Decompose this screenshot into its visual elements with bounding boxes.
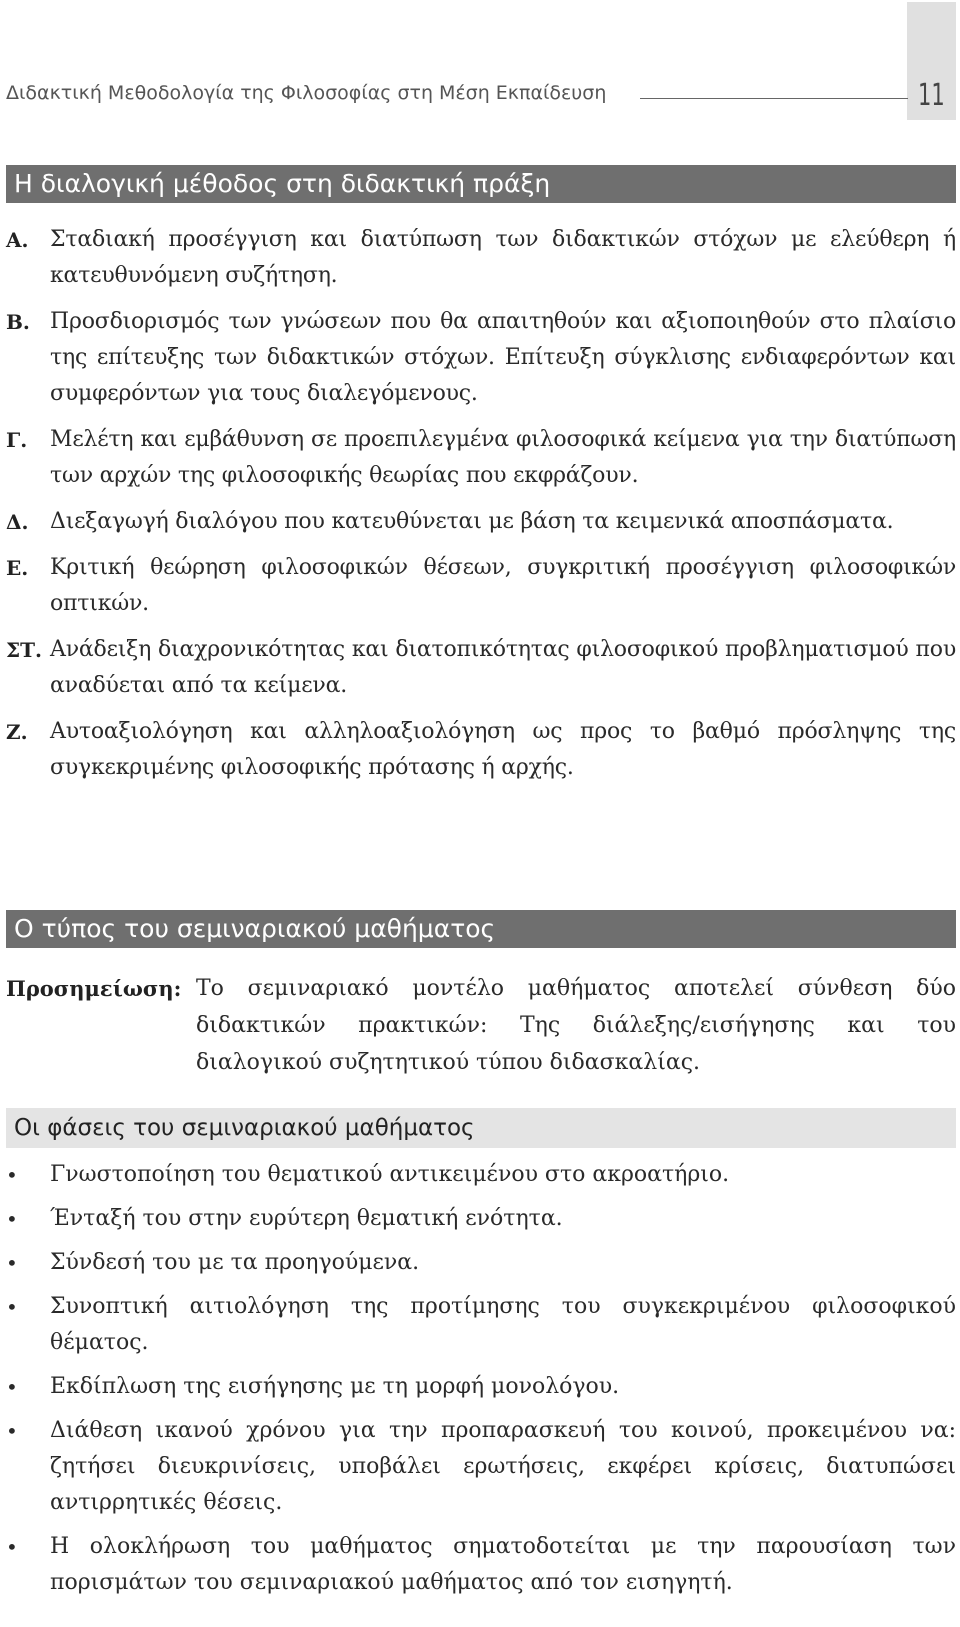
item-text: Διεξαγωγή διαλόγου που κατευθύνεται με βάση τα κειμενικά αποσπάσματα. <box>50 509 894 534</box>
list-item <box>6 1157 956 1193</box>
section-title-seminar-type: Ο τύπος του σεμιναριακού μαθήματος <box>6 910 956 948</box>
bullet-icon: • <box>6 1535 18 1559</box>
list-item <box>6 1529 956 1601</box>
bullet-icon: • <box>6 1375 18 1399</box>
note-text: Το σεμιναριακό μοντέλο μαθήματος αποτελεί σύνθεση δύο διδακτικών πρακτικών: Της διάλεξης/εισήγησης και του διαλογικού συζητητικού τύπου διδασκαλίας. <box>196 976 956 1075</box>
list-item <box>6 1289 956 1361</box>
list-item <box>6 632 956 704</box>
list-item <box>6 1245 956 1281</box>
list-item <box>6 422 956 494</box>
bullet-icon: • <box>6 1295 18 1319</box>
item-text: Ανάδειξη διαχρονικότητας και διατοπικότητας φιλοσοφικού προβληματισμού που αναδύεται από τα κείμενα. <box>50 637 956 698</box>
bullet-text: Σύνδεσή του με τα προηγούμενα. <box>50 1250 420 1275</box>
header-rule <box>640 98 908 99</box>
list-item <box>6 222 956 294</box>
list-item <box>6 304 956 412</box>
bullet-icon: • <box>6 1207 18 1231</box>
bullet-text: Διάθεση ικανού χρόνου για την προπαρασκευή του κοινού, προκειμένου να: ζητήσει διευκρινίσεις, υποβάλει ερωτήσεις, εκφέρει κρίσεις, διατυπώσει αντιρρητικές θέσεις. <box>50 1418 956 1515</box>
item-text: Σταδιακή προσέγγιση και διατύπωση των διδακτικών στόχων με ελεύθερη ή κατευθυνόμενη συζήτηση. <box>50 227 956 288</box>
bullet-icon: • <box>6 1163 18 1187</box>
note-label: Προσημείωση: <box>6 976 182 1001</box>
list-item <box>6 714 956 786</box>
item-text: Κριτική θεώρηση φιλοσοφικών θέσεων, συγκριτική προσέγγιση φιλοσοφικών οπτικών. <box>50 555 956 616</box>
subsection-title-seminar-phases: Οι φάσεις του σεμιναριακού μαθήματος <box>6 1108 956 1148</box>
item-label: Ε. <box>6 556 29 580</box>
list-item <box>6 550 956 622</box>
dialogic-steps-list <box>6 222 956 796</box>
list-item <box>6 504 956 540</box>
item-label: Β. <box>6 310 30 334</box>
item-label: Δ. <box>6 510 29 534</box>
item-label: Ζ. <box>6 720 28 744</box>
bullet-text: Ένταξή του στην ευρύτερη θεματική ενότητα. <box>50 1206 563 1231</box>
item-text: Αυτοαξιολόγηση και αλληλοαξιολόγηση ως προς το βαθμό πρόσληψης της συγκεκριμένης φιλοσοφικής πρότασης ή αρχής. <box>50 719 956 780</box>
bullet-text: Εκδίπλωση της εισήγησης με τη μορφή μονολόγου. <box>50 1374 620 1399</box>
seminar-phases-list <box>6 1157 956 1609</box>
item-text: Μελέτη και εμβάθυνση σε προεπιλεγμένα φιλοσοφικά κείμενα για την διατύπωση των αρχών της φιλοσοφικής θεωρίας που εκφράζουν. <box>50 427 956 488</box>
section-title-dialogic-method: Η διαλογική μέθοδος στη διδακτική πράξη <box>6 165 956 203</box>
bullet-text: Η ολοκλήρωση του μαθήματος σηματοδοτείται με την παρουσίαση των πορισμάτων του σεμιναριακού μαθήματος από τον εισηγητή. <box>50 1534 956 1595</box>
bullet-text: Συνοπτική αιτιολόγηση της προτίμησης του συγκεκριμένου φιλοσοφικού θέματος. <box>50 1294 956 1355</box>
running-head: Διδακτική Μεθοδολογία της Φιλοσοφίας στη Μέση Εκπαίδευση <box>6 82 607 104</box>
item-label: Γ. <box>6 428 28 452</box>
list-item <box>6 1201 956 1237</box>
item-text: Προσδιορισμός των γνώσεων που θα απαιτηθούν και αξιοποιηθούν στο πλαίσιο της επίτευξης των διδακτικών στόχων. Επίτευξη σύγκλισης ενδιαφερόντων και συμφερόντων για τους διαλεγόμενους. <box>50 309 956 406</box>
item-label: Α. <box>6 228 29 252</box>
list-item <box>6 1369 956 1405</box>
bullet-icon: • <box>6 1251 18 1275</box>
bullet-icon: • <box>6 1419 18 1443</box>
preliminary-note <box>6 970 956 1081</box>
item-label: ΣΤ. <box>6 638 42 662</box>
list-item <box>6 1413 956 1521</box>
bullet-text: Γνωστοποίηση του θεματικού αντικειμένου στο ακροατήριο. <box>50 1162 730 1187</box>
page-number: 11 <box>918 78 945 113</box>
